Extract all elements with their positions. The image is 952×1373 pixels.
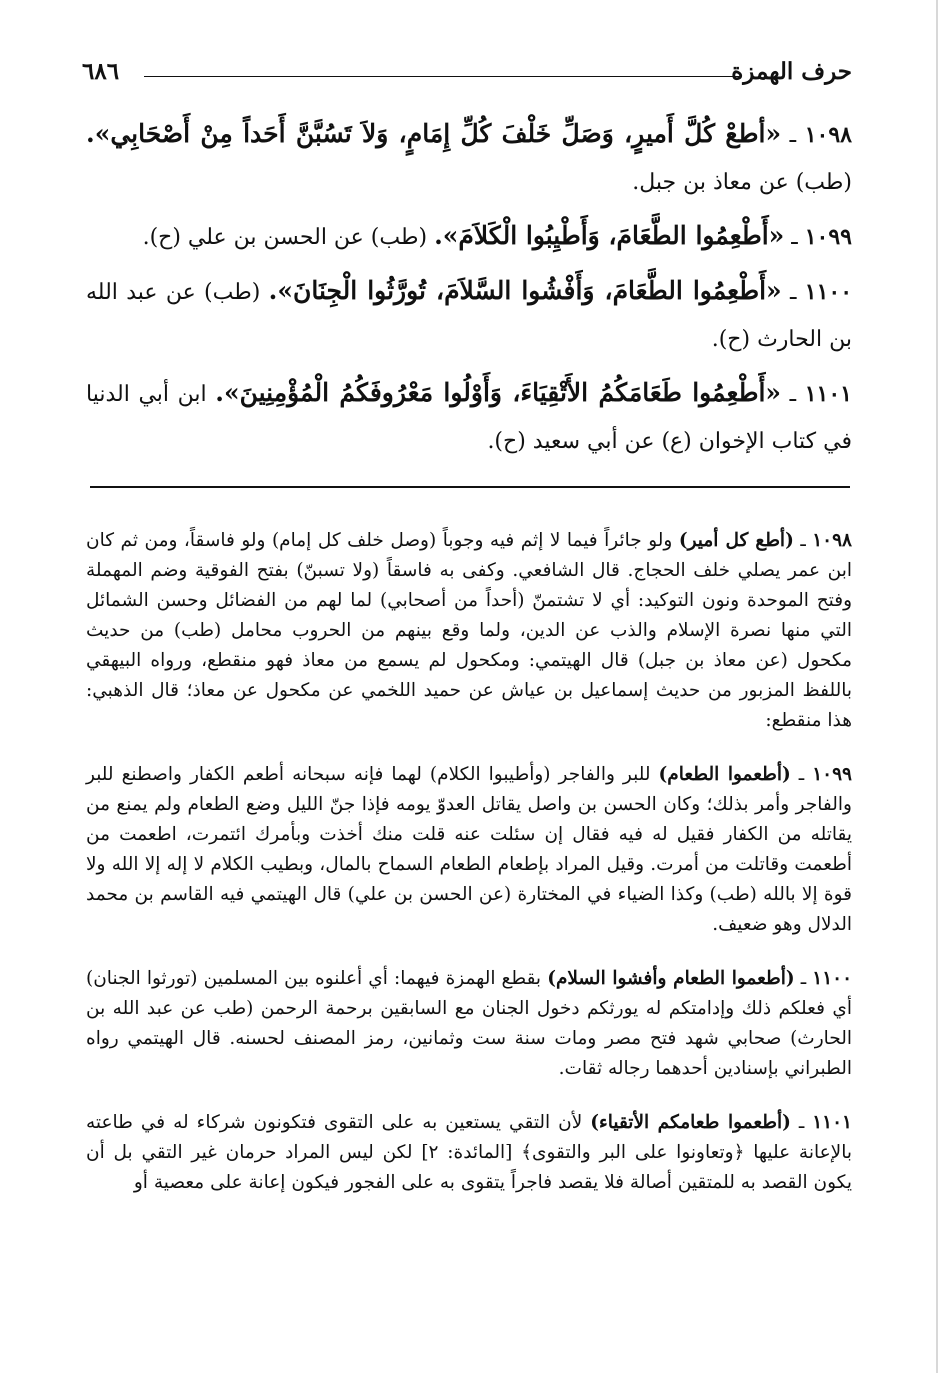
commentary-text: لأن التقي يستعين به على التقوى فتكونون شركاء له في طاعته بالإعانة عليها ﴿وتعاونوا على البر والتقوى﴾ [المائدة: ٢] لكن ليس المراد حرمان غير التقي بل أن يكون القصد به للمتقين أصالة فلا يقصد فاجراً يتقوى به على الفجور فيكون إعانة على معصية أو xyxy=(86,1112,852,1193)
commentary-entry: ١١٠٠ ـ (أطعموا الطعام وأفشوا السلام) بقطع الهمزة فيهما: أي أعلنوه بين المسلمين (تورثوا الجنان) أي فعلكم ذلك وإدامتكم له يورثكم دخول الجنان مع السابقين برحمة الرحمن (طب عن عبد الله بن الحارث) صحابي شهد فتح مصر ومات سنة ست وثمانين، رمز المصنف لحسنه. قال الهيتمي رواه الطبراني بإسنادين أحدهما رجاله ثقات. xyxy=(86,968,853,1079)
hadith-source: (طب) عن معاذ بن جبل. xyxy=(632,170,852,195)
hadith-text-section xyxy=(86,110,852,471)
hadith-source: (طب) عن الحسن بن علي (ح). xyxy=(142,225,428,250)
page-number: ٦٨٦ xyxy=(82,58,120,85)
hadith-entry: ١٠٩٨ ـ «أطعْ كُلَّ أَميرٍ، وَصَلِّ خَلْفَ كُلِّ إِمَامٍ، وَلاَ تَسُبَّنَّ أَحَداً مِنْ أَصْحَابِي». (طب) عن معاذ بن جبل. xyxy=(86,119,852,195)
commentary-number: ١٠٩٩ xyxy=(812,764,852,785)
hadith-source: (طب) عن عبد الله بن الحارث (ح). xyxy=(86,280,852,352)
running-header xyxy=(82,52,852,92)
commentary-entry: ١١٠١ ـ (أطعموا طعامكم الأتقياء) لأن التقي يستعين به على التقوى فتكونون شركاء له في طاعته بالإعانة عليها ﴿وتعاونوا على البر والتقوى﴾ [المائدة: ٢] لكن ليس المراد حرمان غير التقي بل أن يكون القصد به للمتقين أصالة فلا يقصد فاجراً يتقوى به على الفجور فيكون إعانة على معصية أو xyxy=(86,1112,852,1193)
commentary-text: للبر والفاجر (وأطيبوا الكلام) لهما فإنه سبحانه أطعم الكفار واصطنع للبر والفاجر وأمر بذلك؛ وكان الحسن بن واصل يقاتل العدوّ يومه فإذا جنّ الليل وضع الطعام ولم يمنع من يقاتله من الكفار فقيل له فيه فقال إن سئلت عنه قلت منك أخذت وبأمرك ائتمرت، اطعمت من أطعمت وقاتلت من أمرت. وقيل المراد بإطعام الطعام السماح بالمال، وبطيب الكلام لا إله إلا الله ولا قوة إلا بالله (طب) وكذا الضياء في المختارة (عن الحسن بن علي) قال الهيتمي فيه القاسم بن محمد الدلال وهو ضعيف. xyxy=(86,764,852,935)
hadith-number: ١١٠١ xyxy=(804,381,852,407)
commentary-lead: (أطعموا الطعام) xyxy=(658,764,791,785)
hadith-source: ابن أبي الدنيا في كتاب الإخوان (ع) عن أبي سعيد (ح). xyxy=(86,382,852,454)
hadith-text: «أَطْعِمُوا الطَّعَامَ، وَأَفْشُوا السَّلاَمَ، تُورَّثُوا الْجِنَانَ». xyxy=(268,276,782,305)
commentary-number: ١١٠١ xyxy=(812,1112,852,1133)
commentary-entry: ١٠٩٩ ـ (أطعموا الطعام) للبر والفاجر (وأطيبوا الكلام) لهما فإنه سبحانه أطعم الكفار واصطنع للبر والفاجر وأمر بذلك؛ وكان الحسن بن واصل يقاتل العدوّ يومه فإذا جنّ الليل وضع الطعام ولم يمنع من يقاتله من الكفار فقيل له فيه فقال إن سئلت عنه قلت منك أخذت وبأمرك ائتمرت، اطعمت من أطعمت وقاتلت من أمرت. وقيل المراد بإطعام الطعام السماح بالمال، وبطيب الكلام لا إله إلا الله ولا قوة إلا بالله (طب) وكذا الضياء في المختارة (عن الحسن بن علي) قال الهيتمي فيه القاسم بن محمد الدلال وهو ضعيف. xyxy=(86,764,852,935)
commentary-text: بقطع الهمزة فيهما: أي أعلنوه بين المسلمين (تورثوا الجنان) أي فعلكم ذلك وإدامتكم له يورثكم دخول الجنان مع السابقين برحمة الرحمن (طب عن عبد الله بن الحارث) صحابي شهد فتح مصر ومات سنة ست وثمانين، رمز المصنف لحسنه. قال الهيتمي رواه الطبراني بإسنادين أحدهما رجاله ثقات. xyxy=(86,968,852,1079)
commentary-section xyxy=(86,526,852,1222)
hadith-text: «أَطْعِمُوا الطَّعَامَ، وَأَطْيِبُوا الْكَلاَمَ». xyxy=(434,221,785,250)
commentary-text: ولو جائراً فيما لا إثم فيه وجوباً (وصل خلف كل إمام) ولو فاسقاً، ومن ثم كان ابن عمر يصلي خلف الحجاج. قال الشافعي. وكفى به فاسقاً (ولا تسبنّ) بفتح الفوقية وضم المهملة وفتح الموحدة ونون التوكيد: أي لا تشتمنّ (أحداً من أصحابي) لما لهم من الفضائل وحسن الشمائل التي منها نصرة الإسلام والذب عن الدين، ولما وقع بينهم من الحروب محامل (طب) من حديث مكحول (عن معاذ بن جبل) قال الهيتمي: ومكحول لم يسمع من معاذ فهو منقطع، ورواه البيهقي باللفظ المزبور من حديث إسماعيل بن عياش عن حميد اللخمي عن مكحول عن معاذ؛ قال الذهبي: هذا منقطع: xyxy=(86,530,853,731)
hadith-number: ١١٠٠ xyxy=(804,279,853,305)
hadith-number: ١٠٩٨ xyxy=(804,122,852,148)
hadith-text: «أطعْ كُلَّ أَميرٍ، وَصَلِّ خَلْفَ كُلِّ إِمَامٍ، وَلاَ تَسُبَّنَّ أَحَداً مِنْ أَصْحَابِي». xyxy=(86,119,782,148)
commentary-number: ١١٠٠ xyxy=(812,968,853,989)
hadith-entry: ١٠٩٩ ـ «أَطْعِمُوا الطَّعَامَ، وَأَطْيِبُوا الْكَلاَمَ». (طب) عن الحسن بن علي (ح). xyxy=(142,221,852,250)
commentary-lead: (أطعموا الطعام وأفشوا السلام) xyxy=(547,968,795,989)
commentary-entry: ١٠٩٨ ـ (أطع كل أمير) ولو جائراً فيما لا إثم فيه وجوباً (وصل خلف كل إمام) ولو فاسقاً، ومن ثم كان ابن عمر يصلي خلف الحجاج. قال الشافعي. وكفى به فاسقاً (ولا تسبنّ) بفتح الفوقية وضم المهملة وفتح الموحدة ونون التوكيد: أي لا تشتمنّ (أحداً من أصحابي) لما لهم من الفضائل وحسن الشمائل التي منها نصرة الإسلام والذب عن الدين، ولما وقع بينهم من الحروب محامل (طب) من حديث مكحول (عن معاذ بن جبل) قال الهيتمي: ومكحول لم يسمع من معاذ فهو منقطع، ورواه البيهقي باللفظ المزبور من حديث إسماعيل بن عياش عن حميد اللخمي عن مكحول عن معاذ؛ قال الذهبي: هذا منقطع: xyxy=(86,530,853,731)
commentary-lead: (أطع كل أمير) xyxy=(678,530,794,551)
header-rule xyxy=(144,76,740,77)
hadith-number: ١٠٩٩ xyxy=(804,224,852,250)
hadith-entry: ١١٠١ ـ «أَطْعِمُوا طَعَامَكُمُ الأَتْقِيَاءَ، وَأَوْلُوا مَعْرُوفَكُمُ الْمُؤْمِنِينَ». ابن أبي الدنيا في كتاب الإخوان (ع) عن أبي سعيد (ح). xyxy=(86,378,852,454)
section-divider xyxy=(90,486,850,488)
hadith-entry: ١١٠٠ ـ «أَطْعِمُوا الطَّعَامَ، وَأَفْشُوا السَّلاَمَ، تُورَّثُوا الْجِنَانَ». (طب) عن عبد الله بن الحارث (ح). xyxy=(86,276,853,352)
page-edge-shadow xyxy=(936,0,938,1373)
commentary-number: ١٠٩٨ xyxy=(812,530,852,551)
chapter-title: حرف الهمزة xyxy=(731,58,852,85)
commentary-lead: (أطعموا طعامكم الأتقياء) xyxy=(590,1112,791,1133)
hadith-text: «أَطْعِمُوا طَعَامَكُمُ الأَتْقِيَاءَ، وَأَوْلُوا مَعْرُوفَكُمُ الْمُؤْمِنِينَ». xyxy=(215,378,782,407)
